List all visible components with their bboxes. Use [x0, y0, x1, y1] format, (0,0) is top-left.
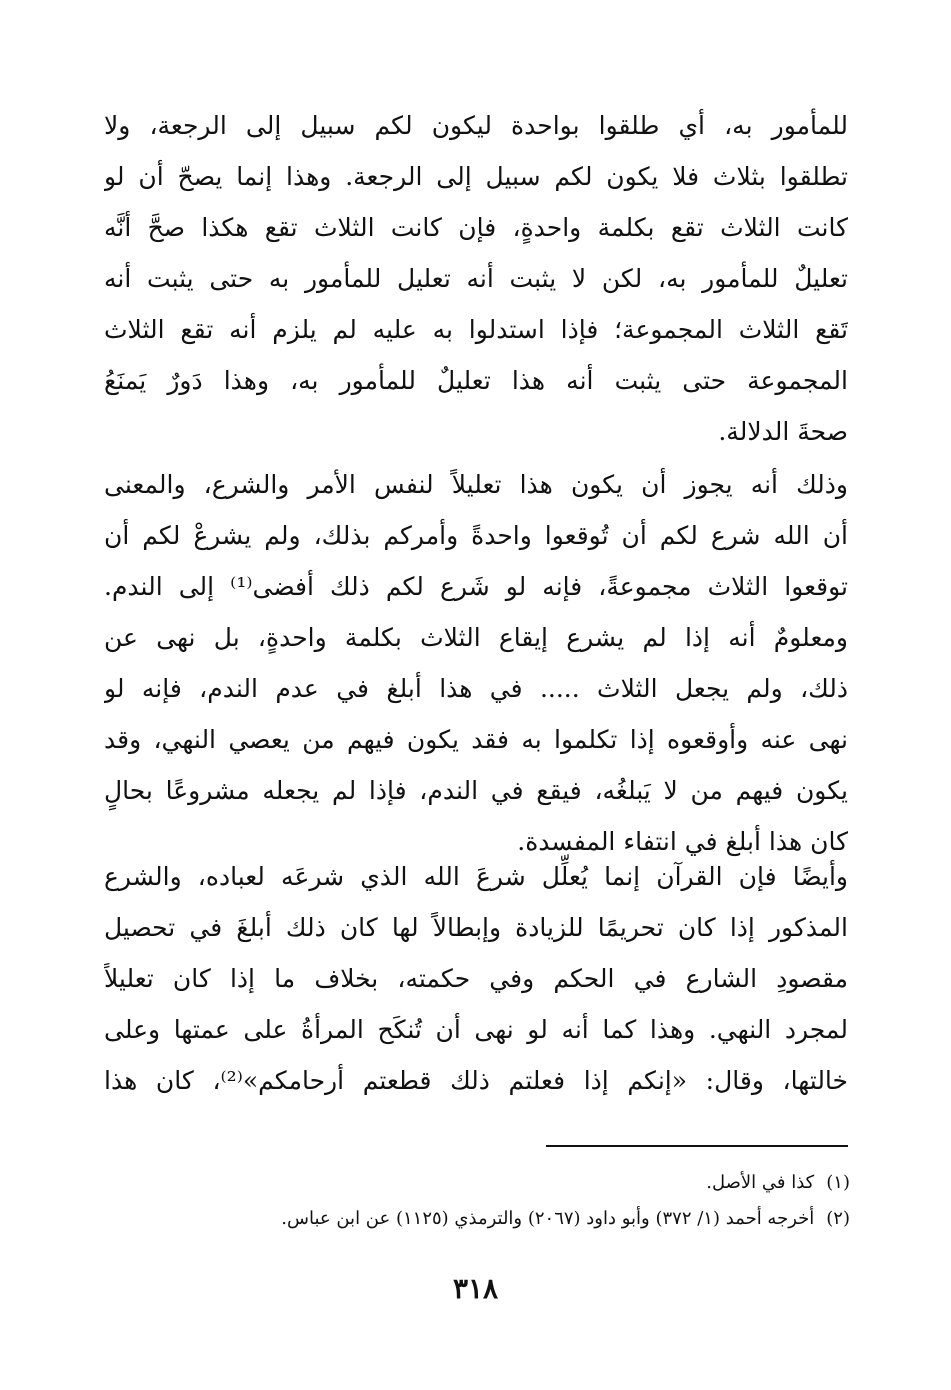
- text-line: مقصودِ الشارع في الحكم وفي حكمته، بخلاف ما إذا كان تعليلاً: [104, 964, 848, 993]
- text-line: تَقع الثلاث المجموعة؛ فإذا استدلوا به عليه لم يلزم أنه تقع الثلاث: [104, 315, 848, 344]
- text-line: لمجرد النهي. وهذا كما أنه لو نهى أن تُنكَح المرأةُ على عمتها وعلى: [104, 1015, 848, 1044]
- footnote-text: أخرجه أحمد (١/ ٣٧٢) وأبو داود (٢٠٦٧) والترمذي (١١٢٥) عن ابن عباس.: [281, 1208, 815, 1229]
- text-line: نهى عنه وأوقعوه إذا تكلموا به فقد يكون فيهم من يعصي النهي، وقد: [104, 725, 848, 754]
- paragraph-3: [104, 851, 848, 1106]
- text-line: أن الله شرع لكم أن تُوقعوا واحدةً وأمركم بذلك، ولم يشرعْ لكم أن: [104, 521, 848, 550]
- text-line: للمأمور به، أي طلقوا بواحدة ليكون لكم سبيل إلى الرجعة، ولا: [104, 111, 848, 140]
- text-line: يكون فيهم من لا يَبلغُه، فيقع في الندم، فإذا لم يجعله مشروعًا بحالٍ: [104, 776, 848, 805]
- footnotes: [100, 1165, 850, 1237]
- text-line: خالتها، وقال: «إنكم إذا فعلتم ذلك قطعتم أرحامكم»⁽²⁾، كان هذا: [104, 1066, 848, 1095]
- text-line: تعليلٌ للمأمور به، لكن لا يثبت أنه تعليل للمأمور به حتى يثبت أنه: [104, 264, 848, 293]
- footnote-1: [100, 1165, 850, 1201]
- footnote-text: كذا في الأصل.: [706, 1172, 815, 1193]
- footnote-divider: [546, 1145, 848, 1147]
- text-line: كان هذا أبلغ في انتفاء المفسدة.: [517, 827, 848, 856]
- footnote-number: (١): [826, 1172, 850, 1193]
- footnote-2: [100, 1201, 850, 1237]
- text-line: توقعوا الثلاث مجموعةً، فإنه لو شَرع لكم ذلك أفضى⁽¹⁾ إلى الندم.: [104, 572, 848, 601]
- paragraph-1: [104, 100, 848, 457]
- text-line: تطلقوا بثلاث فلا يكون لكم سبيل إلى الرجعة. وهذا إنما يصحّ أن لو: [104, 162, 848, 191]
- text-line: المجموعة حتى يثبت أنه هذا تعليلٌ للمأمور به، وهذا دَورٌ يَمنَعُ: [104, 366, 848, 395]
- text-line: المذكور إذا كان تحريمًا للزيادة وإبطالاً لها كان ذلك أبلغَ في تحصيل: [104, 913, 848, 942]
- text-line: صحةَ الدلالة.: [718, 417, 848, 446]
- footnote-number: (٢): [826, 1208, 850, 1229]
- text-line: كانت الثلاث تقع بكلمة واحدةٍ، فإن كانت الثلاث تقع هكذا صحَّ أنَّه: [104, 213, 848, 242]
- text-line: وأيضًا فإن القرآن إنما يُعلِّل شرعَ الله الذي شرعَه لعباده، والشرع: [104, 862, 848, 891]
- paragraph-2: [104, 459, 848, 867]
- text-line: ذلك، ولم يجعل الثلاث ..... في هذا أبلغ في عدم الندم، فإنه لو: [104, 674, 848, 703]
- text-line: ومعلومٌ أنه إذا لم يشرع إيقاع الثلاث بكلمة واحدةٍ، بل نهى عن: [104, 623, 848, 652]
- text-line: وذلك أنه يجوز أن يكون هذا تعليلاً لنفس الأمر والشرع، والمعنى: [104, 470, 848, 499]
- page-number: ٣١٨: [452, 1272, 499, 1305]
